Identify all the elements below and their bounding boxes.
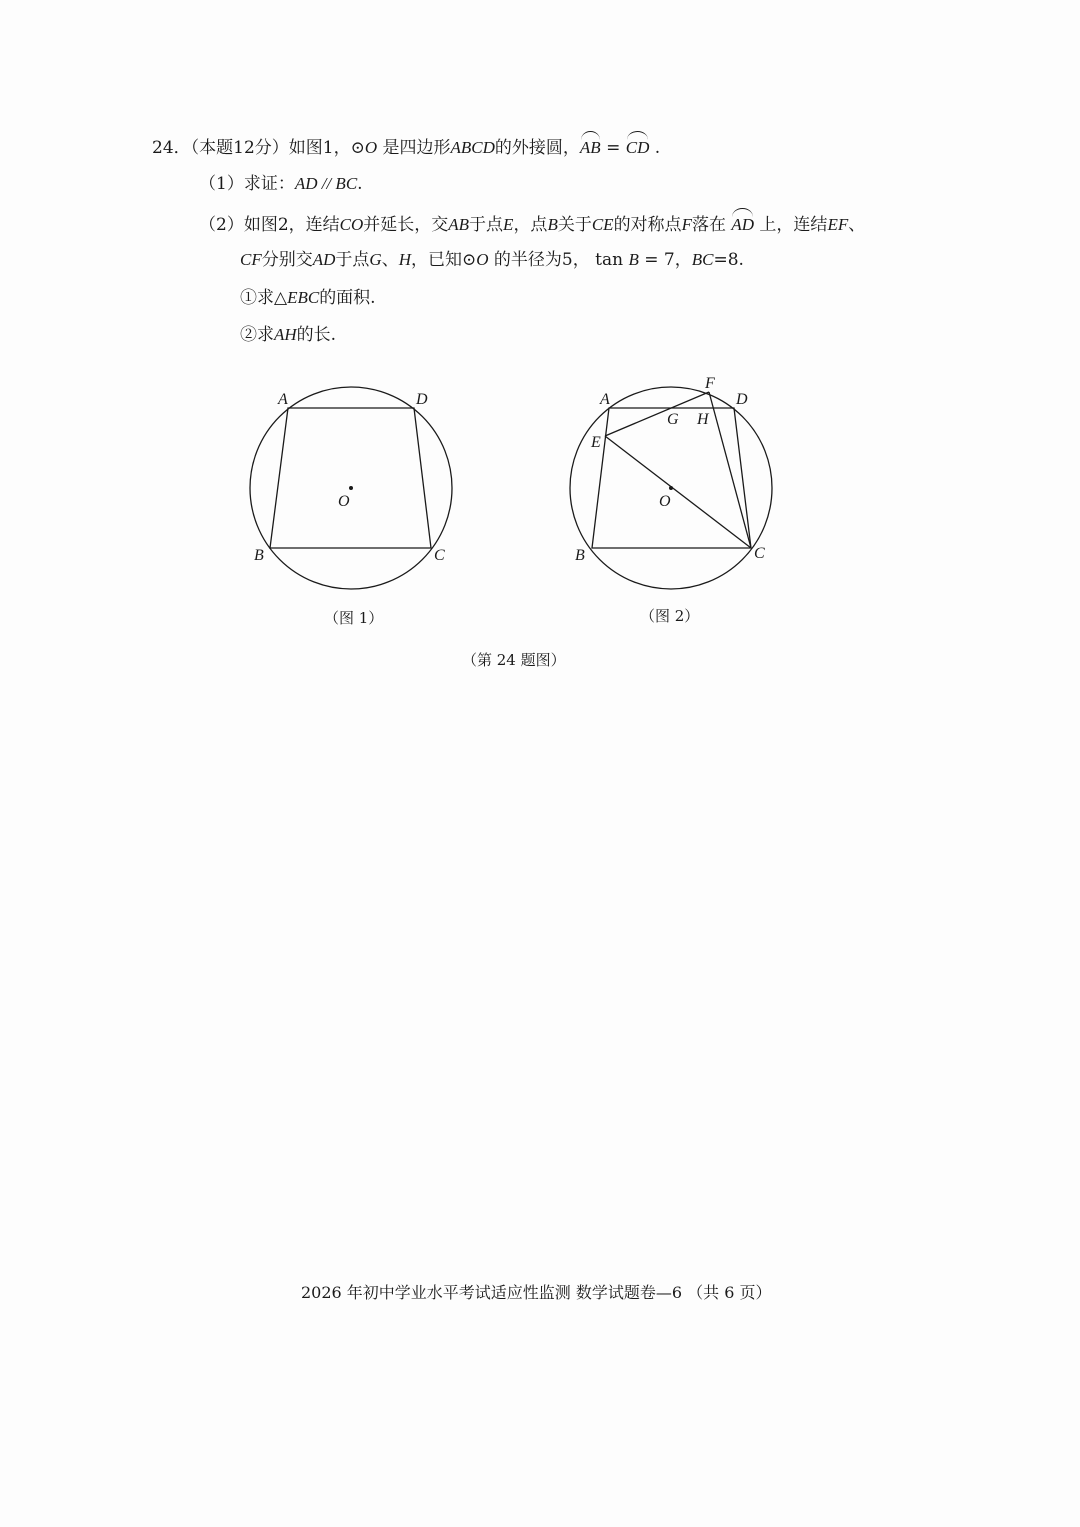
label-c: C xyxy=(754,545,765,562)
part-2-line-1: （2）如图2，连结CO并延长，交AB于点E，点B关于CE的对称点F落在 AD 上，连结EF、 xyxy=(199,211,865,237)
page-footer: 2026 年初中学业水平考试适应性监测 数学试题卷—6 （共 6 页） xyxy=(301,1283,772,1302)
part-2-line-2: CF分别交AD于点G、H，已知⊙O 的半径为5， tan B = 7，BC=8. xyxy=(240,250,744,270)
segment-cf xyxy=(709,392,751,548)
arc-ab: AB xyxy=(580,134,601,160)
label-b: B xyxy=(575,547,585,564)
part-1: （1）求证：AD // BC. xyxy=(199,174,363,194)
figure-2-diagram xyxy=(560,370,790,600)
question-stem: 24．（本题12分）如图1，⊙O 是四边形ABCD的外接圆，AB = CD . xyxy=(152,134,660,160)
question-number: 24．（本题12分）如图1， xyxy=(152,138,351,158)
quadrilateral-abcd xyxy=(270,408,431,548)
label-d: D xyxy=(736,391,748,408)
sub-question-1: ①求△EBC的面积. xyxy=(240,288,376,308)
label-f: F xyxy=(705,375,715,392)
label-o: O xyxy=(659,493,671,510)
label-h: H xyxy=(697,411,709,428)
circle-name: O xyxy=(364,138,378,157)
label-a: A xyxy=(278,391,288,408)
segment-ef xyxy=(605,392,709,436)
center-point xyxy=(349,486,353,490)
arc-ad: AD xyxy=(731,211,754,237)
arc-cd: CD xyxy=(626,134,650,160)
quadrilateral-name: ABCD xyxy=(450,138,495,157)
label-b: B xyxy=(254,547,264,564)
label-g: G xyxy=(667,411,679,428)
figure-2-caption: （图 2） xyxy=(640,607,700,625)
sub-question-2: ②求AH的长. xyxy=(240,325,337,345)
label-c: C xyxy=(434,547,445,564)
segment-ce xyxy=(605,436,751,548)
quadrilateral-abcd xyxy=(592,408,751,548)
center-point xyxy=(669,486,673,490)
figure-1-caption: （图 1） xyxy=(324,609,384,627)
circle-symbol: ⊙ xyxy=(350,138,365,158)
label-o: O xyxy=(338,493,350,510)
label-e: E xyxy=(591,434,601,451)
parallel-statement: AD // BC xyxy=(294,174,358,193)
figures-caption: （第 24 题图） xyxy=(462,651,566,669)
figure-1-diagram xyxy=(240,378,464,600)
label-d: D xyxy=(416,391,428,408)
label-a: A xyxy=(600,391,610,408)
